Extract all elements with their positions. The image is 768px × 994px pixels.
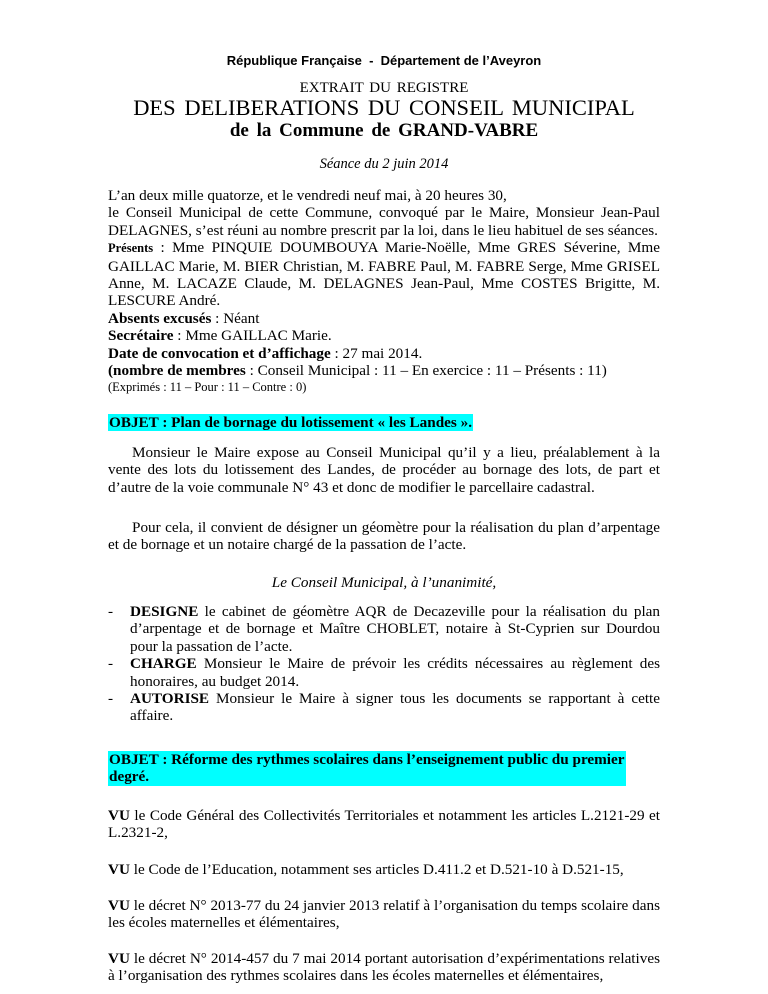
objet-2-title-line-1: OBJET : Réforme des rythmes scolaires dans l’enseignement public du premier bbox=[109, 751, 625, 768]
vu-paragraph bbox=[108, 861, 660, 878]
members-value: : Conseil Municipal : 11 – En exercice : 11 – Présents : 11) bbox=[245, 362, 607, 380]
vu-paragraph bbox=[108, 950, 660, 985]
intro-section bbox=[108, 187, 660, 397]
absents-paragraph bbox=[108, 310, 660, 327]
secretary-paragraph bbox=[108, 327, 660, 344]
intro-line-1: L’an deux mille quatorze, et le vendredi neuf mai, à 20 heures 30, bbox=[108, 187, 507, 204]
absents-label: Absents excusés bbox=[108, 309, 212, 327]
extract-label: EXTRAIT DU REGISTRE bbox=[299, 80, 469, 96]
list-dash: - bbox=[108, 655, 114, 673]
members-paragraph bbox=[108, 362, 660, 379]
convocation-label: Date de convocation et d’affichage bbox=[108, 344, 331, 362]
vu-text: le décret N° 2014-457 du 7 mai 2014 portant autorisation d’expérimentations relatives à l’organisation des rythmes scolaires dans les écoles maternelles et élémentaires, bbox=[108, 950, 660, 985]
intro-line-2: le Conseil Municipal de cette Commune, convoqué par le Maire, Monsieur Jean-Paul DELAGNES, s’est réuni au nombre prescrit par la loi, dans le lieu habituel de ses séances. bbox=[108, 204, 660, 239]
vu-text: le Code de l’Education, notamment ses articles D.411.2 et D.521-10 à D.521-15, bbox=[129, 861, 624, 878]
objet-1-paragraph-1 bbox=[108, 444, 660, 496]
list-verb: DESIGNE bbox=[130, 603, 199, 620]
list-verb: CHARGE bbox=[130, 655, 197, 673]
commune-title: de la Commune de GRAND-VABRE bbox=[229, 120, 539, 141]
presents-label: Présents bbox=[108, 241, 154, 256]
list-text: le cabinet de géomètre AQR de Decazeville pour la réalisation du plan d’arpentage et de bornage et Maître CHOBLET, notaire à St-Cyprien sur Dourdou pour la passation de l’acte. bbox=[130, 603, 660, 655]
list-item bbox=[108, 655, 660, 690]
list-dash: - bbox=[108, 603, 114, 620]
document-title: DES DELIBERATIONS DU CONSEIL MUNICIPAL bbox=[133, 95, 635, 120]
list-text: Monsieur le Maire de prévoir les crédits nécessaires au règlement des honoraires, au budget 2014. bbox=[130, 655, 660, 690]
secretary-label: Secrétaire bbox=[108, 327, 174, 345]
vu-paragraph bbox=[108, 897, 660, 932]
list-text: Monsieur le Maire à signer tous les documents se rapportant à cette affaire. bbox=[130, 690, 660, 725]
republic-header: République Française - Département de l’Aveyron bbox=[226, 53, 542, 68]
list-item bbox=[108, 690, 660, 725]
objet-1-text-1: Monsieur le Maire expose au Conseil Municipal qu’il y a lieu, préalablement à la vente des lots du lotissement des Landes, de procéder au bornage des lots, de part et d’autre de la voie communale N° 43 et donc de modifier le parcellaire cadastral. bbox=[108, 444, 660, 496]
objet-2-title bbox=[108, 751, 626, 786]
secretary-value: : Mme GAILLAC Marie. bbox=[173, 327, 332, 345]
vu-label: VU bbox=[108, 807, 130, 824]
objet-1-title: OBJET : Plan de bornage du lotissement « les Landes ». bbox=[109, 414, 472, 431]
list-verb: AUTORISE bbox=[130, 690, 210, 708]
vu-text: le décret N° 2013-77 du 24 janvier 2013 relatif à l’organisation du temps scolaire dans les écoles maternelles et élémentaires, bbox=[108, 897, 660, 932]
votes-line: (Exprimés : 11 – Pour : 11 – Contre : 0) bbox=[108, 380, 307, 395]
vu-label: VU bbox=[108, 861, 130, 878]
vu-paragraph bbox=[108, 807, 660, 842]
objet-2-title-line-2: degré. bbox=[109, 768, 150, 786]
convocation-value: : 27 mai 2014. bbox=[330, 344, 423, 362]
decision-list bbox=[108, 603, 660, 725]
convocation-paragraph bbox=[108, 345, 660, 362]
list-dash: - bbox=[108, 690, 114, 708]
absents-value: : Néant bbox=[211, 309, 260, 327]
presents-paragraph bbox=[108, 239, 660, 310]
vu-label: VU bbox=[108, 897, 130, 914]
objet-1-text-2: Pour cela, il convient de désigner un géomètre pour la réalisation du plan d’arpentage et de bornage et un notaire chargé de la passation de l’acte. bbox=[108, 519, 660, 554]
presents-list: : Mme PINQUIE DOUMBOUYA Marie-Noëlle, Mme GRES Séverine, Mme GAILLAC Marie, M. BIER Christian, M. FABRE Paul, M. FABRE Serge, Mme GRISEL Anne, M. LACAZE Claude, M. DELAGNES Jean-Paul, Mme COSTES Brigitte, M. LESCURE André. bbox=[108, 239, 660, 310]
vu-text: le Code Général des Collectivités Territoriales et notamment les articles L.2121-29 et L.2321-2, bbox=[108, 807, 660, 842]
session-date: Séance du 2 juin 2014 bbox=[319, 156, 449, 172]
council-decision: Le Conseil Municipal, à l’unanimité, bbox=[271, 574, 497, 591]
members-label: (nombre de membres bbox=[108, 362, 246, 380]
objet-1-paragraph-2 bbox=[108, 519, 660, 554]
vu-label: VU bbox=[108, 950, 130, 967]
list-item bbox=[108, 603, 660, 655]
